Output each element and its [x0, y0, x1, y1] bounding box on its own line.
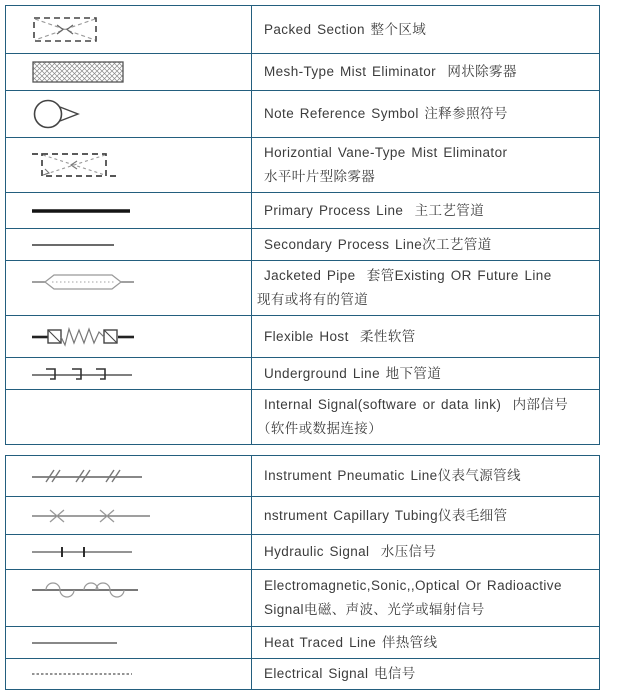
table-row — [6, 91, 600, 138]
primary-process-line-symbol — [32, 208, 130, 214]
hydraulic-signal-symbol — [32, 545, 132, 559]
row-label: Electrical Signal 电信号 — [264, 666, 416, 681]
row-label: Heat Traced Line 伴热管线 — [264, 634, 438, 650]
table-row — [6, 535, 600, 570]
row-label-line2: 水平叶片型除雾器 — [264, 169, 376, 184]
row-label: Internal Signal(software or data link) 内部信号 — [264, 397, 569, 412]
row-label: nstrument Capillary Tubing仪表毛细管 — [264, 507, 508, 523]
table-row — [6, 497, 600, 535]
table-row — [6, 138, 600, 193]
row-label: Jacketed Pipe 套管Existing OR Future Line — [264, 268, 552, 283]
instrument-capillary-tubing-symbol — [32, 507, 150, 525]
table-row — [6, 627, 600, 659]
row-label: Hydraulic Signal 水压信号 — [264, 544, 437, 559]
heat-traced-line-symbol — [32, 641, 117, 645]
secondary-process-line-symbol — [32, 243, 114, 247]
empty-symbol-cell — [6, 390, 252, 445]
table-row — [6, 456, 600, 497]
packed-section-symbol — [32, 16, 100, 44]
row-label: Secondary Process Line次工艺管道 — [264, 236, 492, 252]
table-row — [6, 229, 600, 261]
row-label: Flexible Host 柔性软管 — [264, 328, 416, 344]
row-label: Instrument Pneumatic Line仪表气源管线 — [264, 468, 521, 483]
table-row — [6, 54, 600, 91]
jacketed-pipe-symbol — [32, 271, 134, 293]
table-row — [6, 316, 600, 358]
electrical-signal-symbol — [32, 672, 132, 676]
table-row — [6, 358, 600, 390]
electromagnetic-signal-symbol — [32, 578, 138, 602]
note-reference-symbol — [32, 97, 88, 131]
horizontal-vane-type-mist-eliminator-symbol — [32, 149, 124, 181]
table-row — [6, 659, 600, 690]
row-label: Electromagnetic,Sonic,,Optical Or Radioactive Signal电磁、声波、光学或辐射信号 — [264, 578, 568, 617]
symbol-legend-table-1 — [5, 5, 600, 445]
row-label: Underground Line 地下管道 — [264, 365, 442, 381]
row-label: Note Reference Symbol 注释参照符号 — [264, 106, 508, 121]
flexible-host-symbol — [32, 324, 134, 350]
table-row — [6, 193, 600, 229]
mesh-type-mist-eliminator-symbol — [32, 61, 124, 83]
row-label: Horizontial Vane-Type Mist Eliminator — [264, 145, 508, 160]
row-label: Packed Section 整个区域 — [264, 21, 427, 37]
symbol-legend-table-2 — [5, 455, 600, 690]
row-label: Mesh-Type Mist Eliminator 网状除雾器 — [264, 64, 517, 79]
instrument-pneumatic-line-symbol — [32, 468, 142, 484]
table-row — [6, 570, 600, 627]
table-row — [6, 6, 600, 54]
row-label-line2: 现有或将有的管道 — [257, 292, 369, 307]
table-row — [6, 261, 600, 316]
row-label-line2: （软件或数据连接） — [257, 421, 383, 436]
row-label: Primary Process Line 主工艺管道 — [264, 202, 485, 218]
table-row — [6, 390, 600, 445]
underground-line-symbol — [32, 366, 132, 382]
